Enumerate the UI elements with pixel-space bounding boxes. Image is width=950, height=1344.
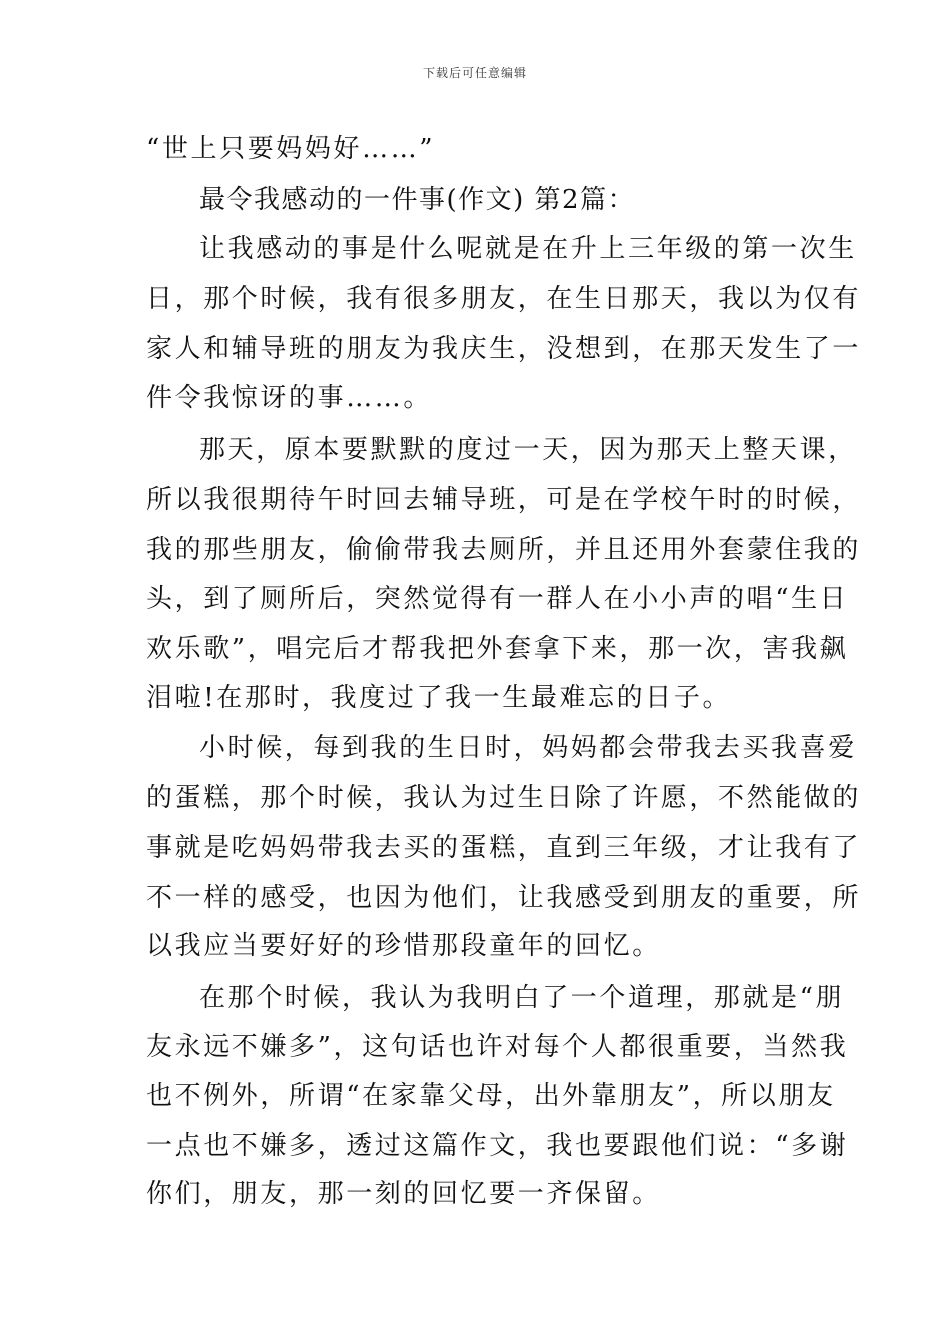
page-header-note: 下载后可任意编辑 bbox=[422, 66, 527, 80]
paragraph-2-line: 欢乐歌”，唱完后才帮我把外套拿下来，那一次，害我飙 bbox=[146, 634, 849, 664]
paragraph-1-line: 日，那个时候，我有很多朋友，在生日那天，我以为仅有 bbox=[146, 284, 862, 314]
paragraph-1-line: 家人和辅导班的朋友为我庆生，没想到，在那天发生了一 bbox=[146, 334, 862, 364]
section-heading: 最令我感动的一件事(作文) 第2篇： bbox=[199, 185, 636, 215]
paragraph-2-line: 那天，原本要默默的度过一天，因为那天上整天课， bbox=[199, 435, 857, 465]
paragraph-2-line: 所以我很期待午时回去辅导班，可是在学校午时的时候， bbox=[146, 485, 862, 515]
paragraph-4-line: 在那个时候，我认为我明白了一个道理，那就是“朋 bbox=[199, 983, 845, 1013]
text-line: “世上只要妈妈好……” bbox=[146, 134, 436, 164]
paragraph-2-line: 头，到了厕所后，突然觉得有一群人在小小声的唱“生日 bbox=[146, 584, 849, 614]
paragraph-1-line: 让我感动的事是什么呢就是在升上三年级的第一次生 bbox=[199, 234, 857, 264]
paragraph-3-line: 以我应当要好好的珍惜那段童年的回忆。 bbox=[146, 931, 661, 961]
paragraph-4-line: 一点也不嫌多，透过这篇作文，我也要跟他们说：“多谢 bbox=[146, 1131, 849, 1161]
paragraph-3-line: 的蛋糕，那个时候，我认为过生日除了许愿，不然能做的 bbox=[146, 783, 862, 813]
paragraph-3-line: 不一样的感受，也因为他们，让我感受到朋友的重要，所 bbox=[146, 883, 862, 913]
paragraph-2-line: 我的那些朋友，偷偷带我去厕所，并且还用外套蒙住我的 bbox=[146, 535, 862, 565]
paragraph-1-line: 件令我惊讶的事……。 bbox=[146, 383, 433, 413]
paragraph-3-line: 小时候，每到我的生日时，妈妈都会带我去买我喜爱 bbox=[199, 733, 857, 763]
paragraph-4-line: 也不例外，所谓“在家靠父母，出外靠朋友”，所以朋友 bbox=[146, 1081, 836, 1111]
paragraph-2-line: 泪啦!在那时，我度过了我一生最难忘的日子。 bbox=[146, 683, 732, 713]
paragraph-4-line: 友永远不嫌多”，这句话也许对每个人都很重要，当然我 bbox=[146, 1032, 849, 1062]
paragraph-3-line: 事就是吃妈妈带我去买的蛋糕，直到三年级，才让我有了 bbox=[146, 833, 862, 863]
paragraph-4-line: 你们，朋友，那一刻的回忆要一齐保留。 bbox=[146, 1179, 661, 1209]
